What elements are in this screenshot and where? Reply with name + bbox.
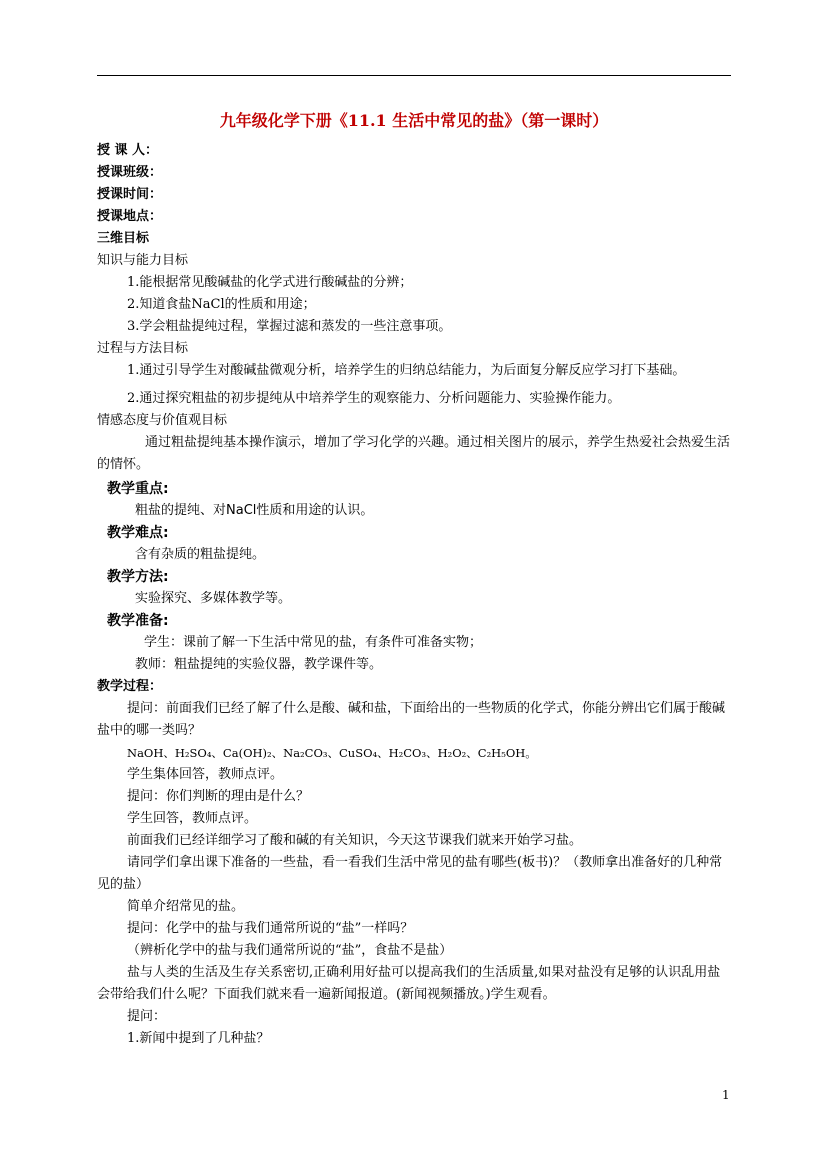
- process-question: 提问：前面我们已经了解了什么是酸、碱和盐，下面给出的一些物质的化学式，你能分辨出它们属于酸碱盐中的哪一类吗？: [97, 701, 726, 738]
- process-question: 提问：: [127, 1009, 167, 1024]
- method-text: 实验探究、多媒体教学等。: [135, 591, 292, 606]
- formula-list: NaOH、H₂SO₄、Ca(OH)₂、Na₂CO₃、CuSO₄、H₂CO₃、H₂O₂、C₂H₅OH。: [127, 746, 537, 760]
- process-paragraph: 请同学们拿出课下准备的一些盐，看一看我们生活中常见的盐有哪些(板书)？（教师拿出准备好的几种常见的盐）: [97, 855, 723, 892]
- difficulty-heading: 教学难点:: [107, 525, 169, 541]
- place-field: 授课地点：: [97, 209, 163, 224]
- knowledge-item: 3.学会粗盐提纯过程，掌握过滤和蒸发的一些注意事项。: [127, 319, 452, 334]
- emotion-heading: 情感态度与价值观目标: [97, 413, 228, 428]
- process-question: 提问：化学中的盐与我们通常所说的“盐”一样吗？: [127, 921, 414, 936]
- document-title: 九年级化学下册《11.1 生活中常见的盐》（第一课时）: [219, 111, 609, 130]
- time-field: 授课时间：: [97, 187, 163, 202]
- document-body: [97, 140, 731, 1050]
- method-heading: 教学方法:: [107, 569, 169, 585]
- emotion-text: 通过粗盐提纯基本操作演示，增加了学习化学的兴趣。通过相关图片的展示，养学生热爱社会热爱生活的情怀。: [97, 435, 731, 472]
- process-question-item: 1.新闻中提到了几种盐？: [127, 1031, 270, 1046]
- focus-text: 粗盐的提纯、对NaCl性质和用途的认识。: [135, 503, 374, 518]
- knowledge-item: 2.知道食盐NaCl的性质和用途；: [127, 297, 316, 312]
- process-paragraph: （辨析化学中的盐与我们通常所说的“盐”，食盐不是盐）: [127, 943, 453, 958]
- class-field: 授课班级：: [97, 165, 163, 180]
- knowledge-item: 1.能根据常见酸碱盐的化学式进行酸碱盐的分辨；: [127, 275, 413, 290]
- prep-heading: 教学准备:: [107, 613, 169, 629]
- focus-heading: 教学重点:: [107, 481, 169, 497]
- process-goal-item: 2.通过探究粗盐的初步提纯从中培养学生的观察能力、分析问题能力、实验操作能力。: [127, 391, 621, 406]
- page-number: 1: [722, 1088, 730, 1102]
- process-question: 提问：你们判断的理由是什么？: [127, 789, 310, 804]
- teacher-field: 授 课 人：: [97, 143, 159, 158]
- process-paragraph: 简单介绍常见的盐。: [127, 899, 245, 914]
- knowledge-heading: 知识与能力目标: [97, 253, 189, 268]
- process-paragraph: 学生回答，教师点评。: [127, 811, 258, 826]
- process-paragraph: 盐与人类的生活及生存关系密切,正确利用好盐可以提高我们的生活质量,如果对盐没有足够的认识乱用盐会带给我们什么呢？下面我们就来看一遍新闻报道。(新闻视频播放。)学生观看。: [97, 965, 721, 1002]
- prep-teacher: 教师：粗盐提纯的实验仪器，教学课件等。: [135, 657, 383, 672]
- process-goal-heading: 过程与方法目标: [97, 341, 189, 356]
- prep-student: 学生：课前了解一下生活中常见的盐，有条件可准备实物；: [144, 635, 483, 650]
- process-paragraph: 前面我们已经详细学习了酸和碱的有关知识，今天这节课我们就来开始学习盐。: [127, 833, 583, 848]
- process-heading: 教学过程：: [97, 679, 163, 694]
- process-goal-item: 1.通过引导学生对酸碱盐微观分析，培养学生的归纳总结能力，为后面复分解反应学习打下基础。: [127, 363, 686, 378]
- process-paragraph: 学生集体回答，教师点评。: [127, 767, 284, 782]
- difficulty-text: 含有杂质的粗盐提纯。: [135, 547, 266, 562]
- goals-heading: 三维目标: [97, 231, 150, 246]
- header-rule: [97, 75, 731, 76]
